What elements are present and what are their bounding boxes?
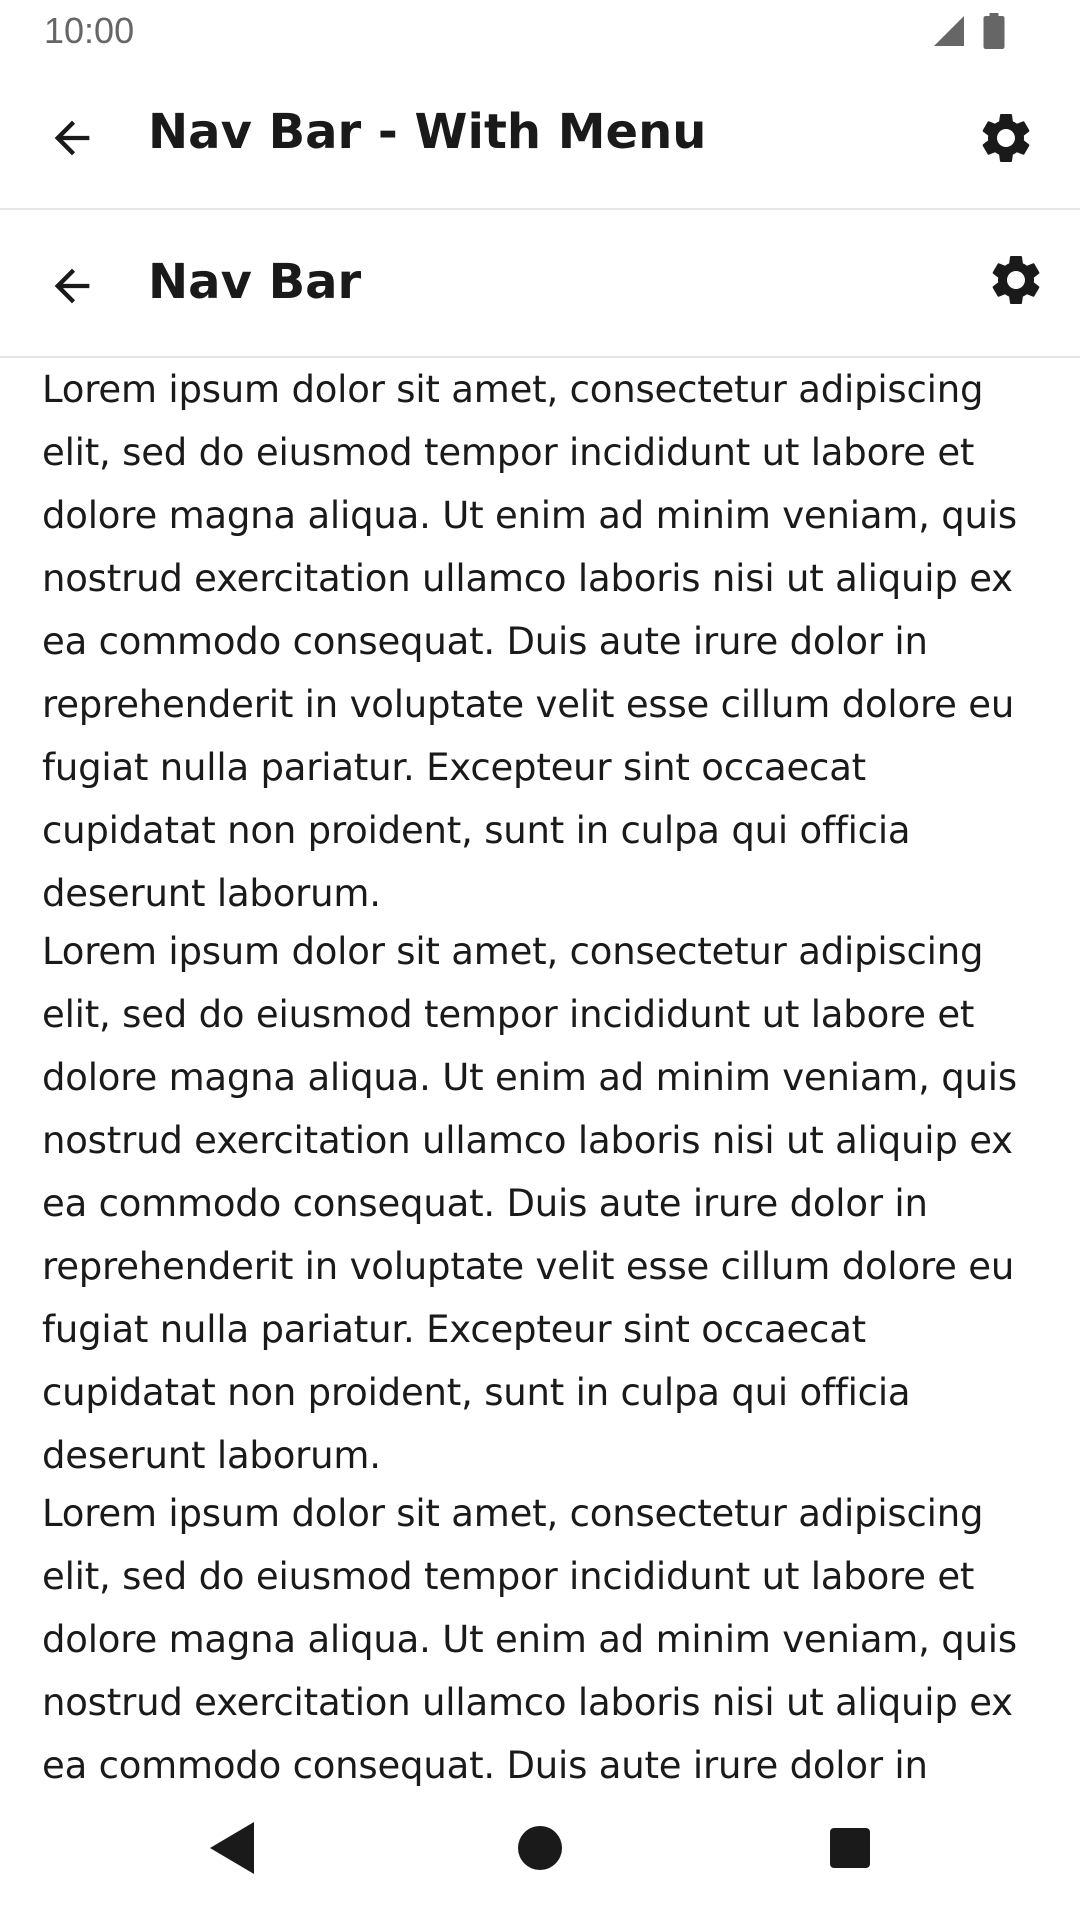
- circle-home-icon[interactable]: [516, 1824, 564, 1872]
- nav-title: Nav Bar - With Menu: [148, 104, 707, 160]
- body-paragraph: Lorem ipsum dolor sit amet, consectetur adipiscing elit, sed do eiusmod tempor incididunt ut labore et dolore magna aliqua. Ut enim ad minim veniam, quis nostrud exercitation ullamco laboris nisi ut aliquip ex ea commodo consequat. Duis aute irure dolor in reprehenderit in voluptate velit esse cillum dolore eu fugiat nulla pariatur. Excepteur sint occaecat cupidatat non proident, sunt in culpa qui officia deserunt laborum.: [42, 930, 1017, 1477]
- system-navigation-bar: [0, 1794, 1080, 1920]
- nav-bar: [0, 210, 1080, 358]
- body-paragraph: Lorem ipsum dolor sit amet, consectetur adipiscing elit, sed do eiusmod tempor incididunt ut labore et dolore magna aliqua. Ut enim ad minim veniam, quis nostrud exercitation ullamco laboris nisi ut aliquip ex ea commodo consequat. Duis aute irure dolor in: [42, 1492, 1017, 1787]
- scroll-content[interactable]: [0, 358, 1080, 1794]
- square-recents-icon[interactable]: [828, 1826, 872, 1870]
- arrow-back-icon: [46, 260, 98, 312]
- battery-icon: [982, 13, 1006, 49]
- body-paragraph: Lorem ipsum dolor sit amet, consectetur adipiscing elit, sed do eiusmod tempor incididunt ut labore et dolore magna aliqua. Ut enim ad minim veniam, quis nostrud exercitation ullamco laboris nisi ut aliquip ex ea commodo consequat. Duis aute irure dolor in reprehenderit in voluptate velit esse cillum dolore eu fugiat nulla pariatur. Excepteur sint occaecat cupidatat non proident, sunt in culpa qui officia deserunt laborum.: [42, 368, 1017, 915]
- back-button[interactable]: [42, 108, 102, 168]
- settings-menu-button[interactable]: [984, 248, 1048, 312]
- back-button[interactable]: [42, 256, 102, 316]
- nav-bar-with-menu: [0, 62, 1080, 210]
- cellular-signal-icon: [931, 13, 967, 49]
- triangle-back-icon[interactable]: [206, 1820, 258, 1876]
- settings-menu-button[interactable]: [974, 106, 1038, 170]
- status-time: 10:00: [44, 10, 135, 51]
- status-bar: [0, 0, 1080, 62]
- gear-icon: [986, 250, 1046, 310]
- gear-icon: [976, 108, 1036, 168]
- nav-title: Nav Bar: [148, 254, 362, 310]
- arrow-back-icon: [46, 112, 98, 164]
